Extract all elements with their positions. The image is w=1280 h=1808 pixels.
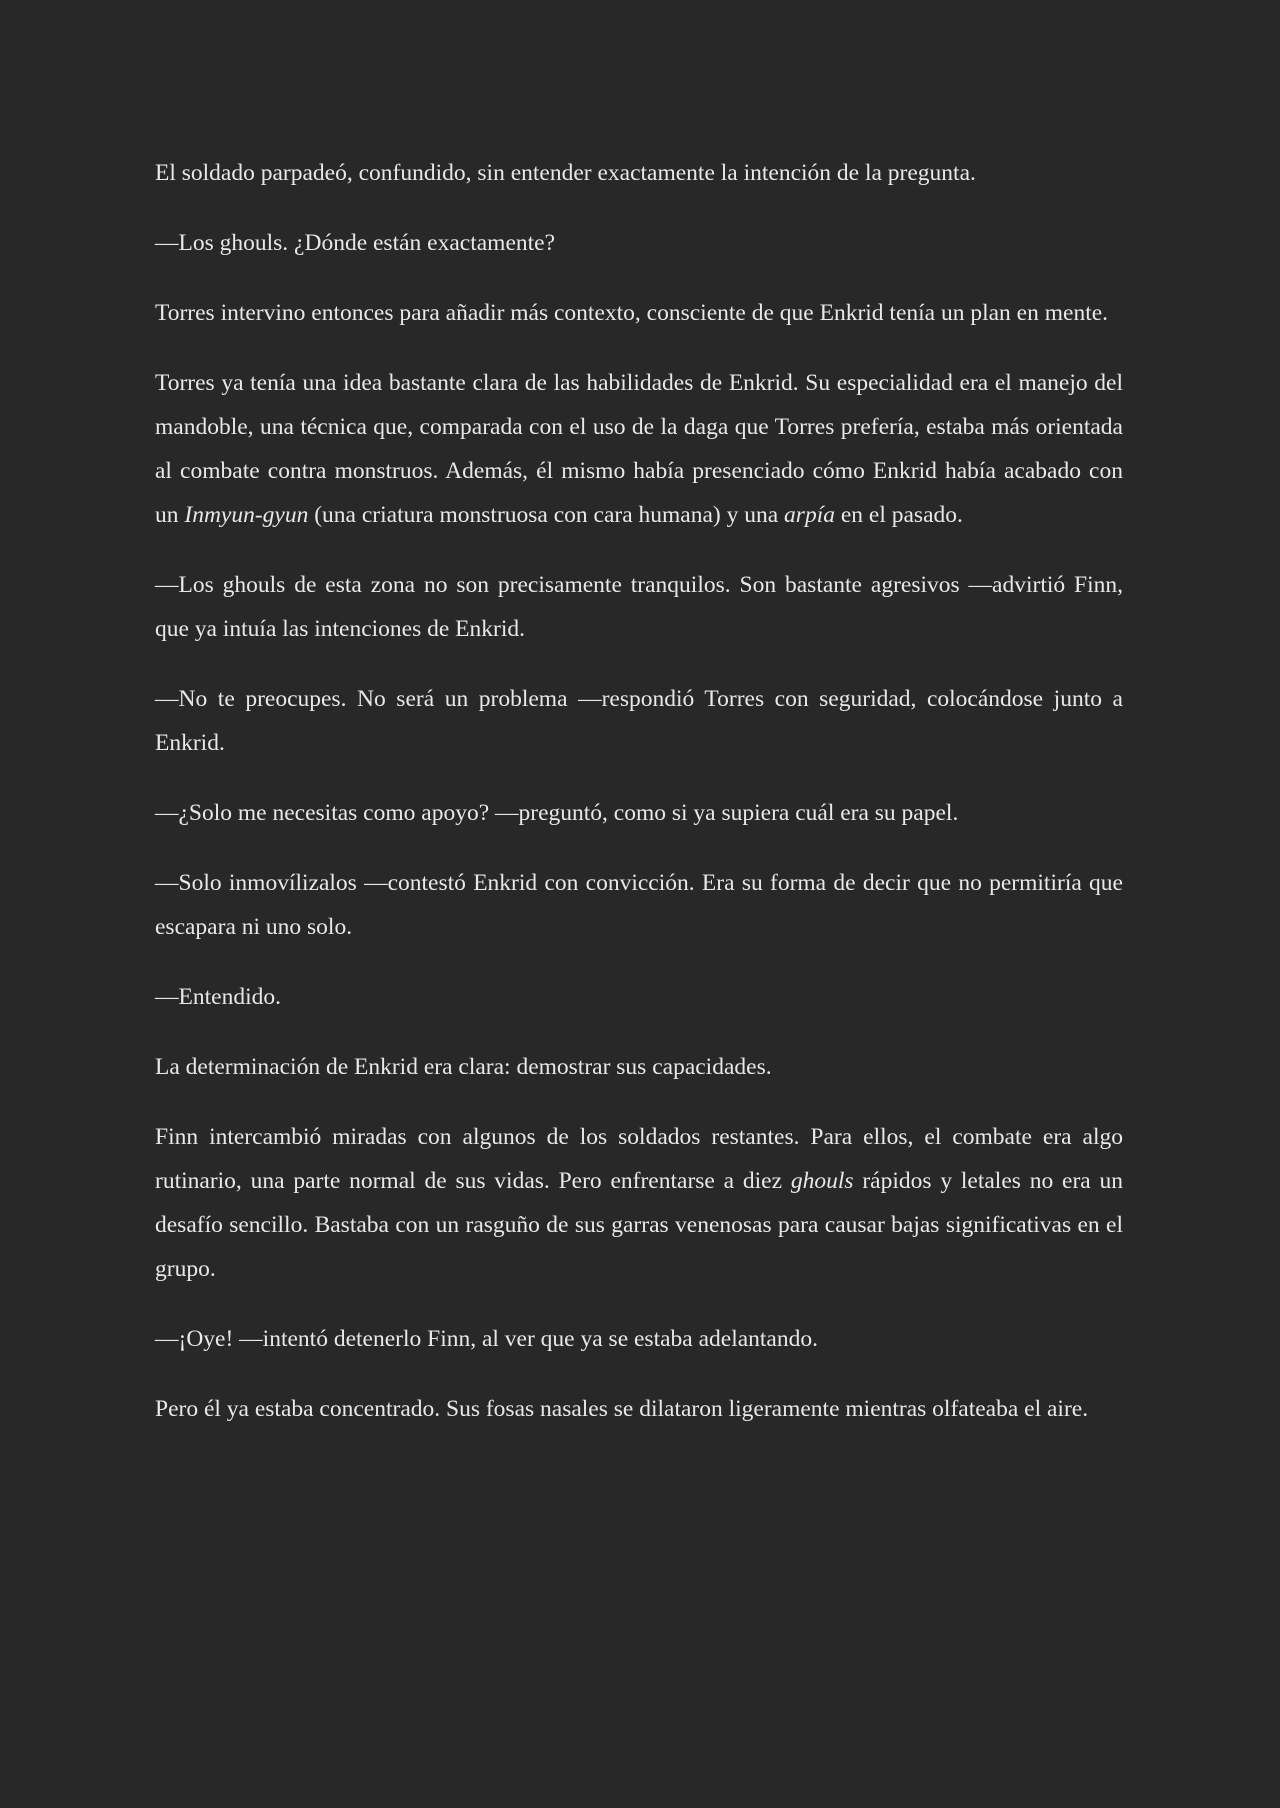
- paragraph: [155, 221, 1123, 265]
- paragraph: [155, 563, 1123, 651]
- paragraph: [155, 861, 1123, 949]
- text: —No te preocupes. No será un problema —respondió Torres con seguridad, colocándose junto a Enkrid.: [155, 686, 1123, 756]
- text: Pero él ya estaba concentrado. Sus fosas nasales se dilataron ligeramente mientras olfateaba el aire.: [155, 1396, 1089, 1422]
- text: rápidos y letales no era un desafío sencillo. Bastaba con un rasguño de sus garras venenosas para causar bajas significativas en el grupo.: [155, 1168, 1124, 1282]
- text: Finn intercambió miradas con algunos de los soldados restantes. Para ellos, el combate era algo rutinario, una parte normal de sus vidas. Pero enfrentarse a diez: [155, 1124, 1123, 1194]
- text: —¿Solo me necesitas como apoyo? —preguntó, como si ya supiera cuál era su papel.: [155, 800, 959, 826]
- text: (una criatura monstruosa con cara humana) y una: [308, 502, 785, 528]
- text: Torres ya tenía una idea bastante clara de las habilidades de Enkrid. Su especialidad era el manejo del mandoble, una técnica que, comparada con el uso de la daga que Torres prefería, estaba más orientada al combate contra monstruos. Además, él mismo había presenciado cómo Enkrid había acabado con un: [155, 370, 1123, 528]
- text: Torres intervino entonces para añadir más contexto, consciente de que Enkrid tenía un plan en mente.: [155, 300, 1109, 326]
- paragraph: [155, 1317, 1123, 1361]
- reader-page: [155, 151, 1123, 1457]
- italic-term: ghouls: [790, 1168, 854, 1194]
- text: —¡Oye! —intentó detenerlo Finn, al ver que ya se estaba adelantando.: [155, 1326, 818, 1352]
- italic-term: Inmyun-gyun: [184, 502, 309, 528]
- paragraph: [155, 1115, 1123, 1291]
- paragraph: [155, 677, 1123, 765]
- italic-term: arpía: [784, 502, 835, 528]
- text: El soldado parpadeó, confundido, sin entender exactamente la intención de la pregunta.: [155, 160, 976, 186]
- text: La determinación de Enkrid era clara: demostrar sus capacidades.: [155, 1054, 772, 1080]
- text: en el pasado.: [834, 502, 963, 528]
- paragraph: [155, 1045, 1123, 1089]
- paragraph: [155, 1387, 1123, 1431]
- paragraph: [155, 291, 1123, 335]
- paragraph: [155, 791, 1123, 835]
- text: —Solo inmovílizalos —contestó Enkrid con convicción. Era su forma de decir que no permitiría que escapara ni uno solo.: [155, 870, 1123, 940]
- paragraph: [155, 975, 1123, 1019]
- text: —Entendido.: [155, 984, 281, 1010]
- text: —Los ghouls. ¿Dónde están exactamente?: [155, 230, 556, 256]
- paragraph: [155, 361, 1123, 537]
- text: —Los ghouls de esta zona no son precisamente tranquilos. Son bastante agresivos —advirtió Finn, que ya intuía las intenciones de Enkrid.: [155, 572, 1123, 642]
- paragraph: [155, 151, 1123, 195]
